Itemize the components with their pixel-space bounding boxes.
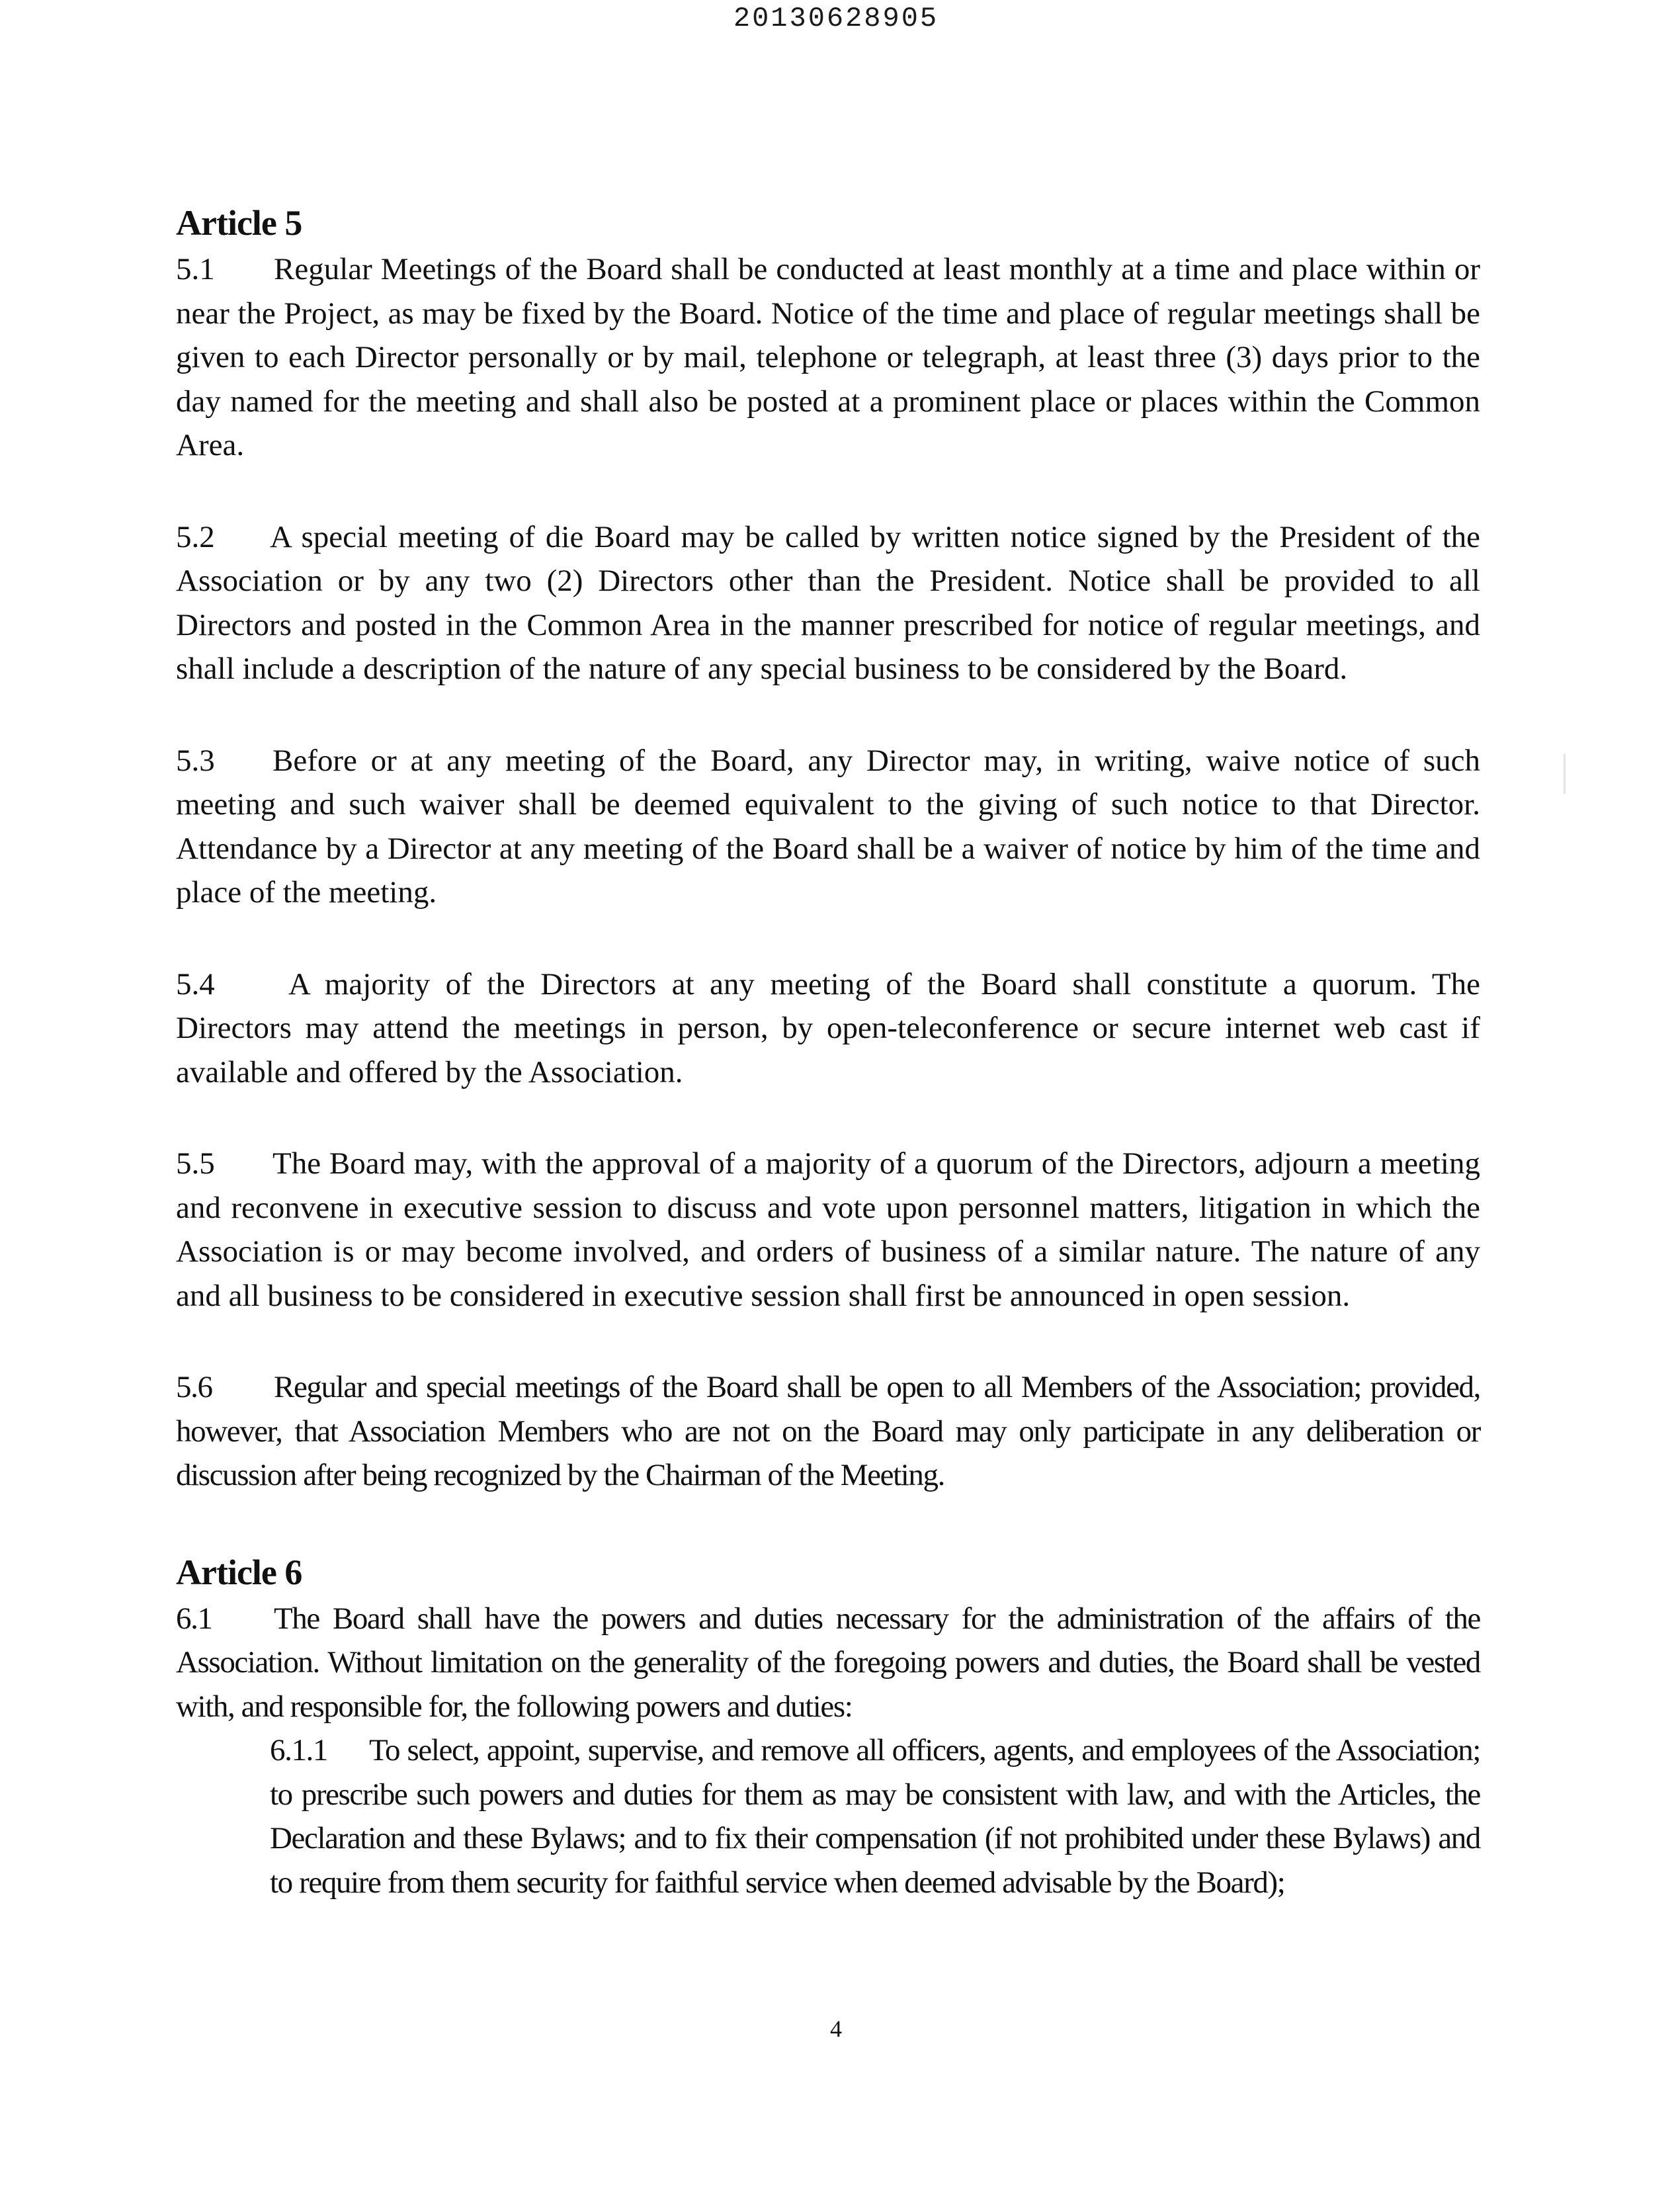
paragraph-text: A special meeting of die Board may be called by written notice signed by the President of the Association or by any two (2) Directors other than the President. Notice shall be provided to all Directors and posted in the Common Area in the manner prescribed for notice of regular meetings, and shall include a description of the nature of any special business to be considered by the Board. bbox=[176, 519, 1480, 686]
page-number: 4 bbox=[830, 2016, 842, 2042]
article-6-heading: Article 6 bbox=[176, 1552, 302, 1592]
paragraph-5-1 bbox=[176, 247, 1480, 468]
page-content bbox=[176, 198, 1480, 1904]
paragraph-text: Regular Meetings of the Board shall be conducted at least monthly at a time and place within or near the Project, as may be fixed by the Board. Notice of the time and place of regular meetings shall be given to each Director personally or by mail, telephone or telegraph, at least three (3) days prior to the day named for the meeting and shall also be posted at a prominent place or places within the Common Area. bbox=[176, 252, 1480, 462]
paragraph-5-6 bbox=[176, 1365, 1480, 1498]
paragraph-6-1 bbox=[176, 1597, 1480, 1729]
paragraph-5-4 bbox=[176, 962, 1480, 1095]
paragraph-number: 5.3 bbox=[176, 743, 215, 778]
paragraph-5-2 bbox=[176, 515, 1480, 691]
paragraph-number: 5.6 bbox=[176, 1370, 212, 1404]
paragraph-number: 5.5 bbox=[176, 1146, 215, 1181]
paragraph-number: 6.1 bbox=[176, 1601, 212, 1636]
paragraph-text: Regular and special meetings of the Board shall be open to all Members of the Association; provided, however, that Association Members who are not on the Board may only participate in any deliberation or discussion after being recognized by the Chairman of the Meeting. bbox=[176, 1370, 1480, 1492]
paragraph-text: A majority of the Directors at any meeting of the Board shall constitute a quorum. The Directors may attend the meetings in person, by open-teleconference or secure internet web cast if available and offered by the Association. bbox=[176, 966, 1480, 1089]
subparagraph-text: To select, appoint, supervise, and remove all officers, agents, and employees of the Association; to prescribe such powers and duties for them as may be consistent with law, and with the Articles, the Declaration and these Bylaws; and to fix their compensation (if not prohibited under these Bylaws) and to require from them security for faithful service when deemed advisable by the Board); bbox=[270, 1733, 1480, 1900]
paragraph-5-5 bbox=[176, 1142, 1480, 1318]
paragraph-number: 5.4 bbox=[176, 966, 215, 1001]
scan-artifact bbox=[1564, 754, 1566, 794]
paragraph-5-3 bbox=[176, 739, 1480, 915]
subparagraph-number: 6.1.1 bbox=[270, 1733, 328, 1767]
paragraph-number: 5.1 bbox=[176, 252, 215, 286]
document-number: 20130628905 bbox=[733, 3, 939, 34]
paragraph-number: 5.2 bbox=[176, 519, 215, 554]
article-5-heading: Article 5 bbox=[176, 203, 302, 243]
subparagraph-6-1-1 bbox=[270, 1728, 1480, 1904]
paragraph-text: The Board shall have the powers and duties necessary for the administration of the affairs of the Association. Without limitation on the generality of the foregoing powers and duties, the Board shall be vested with, and responsible for, the following powers and duties: bbox=[176, 1601, 1480, 1724]
paragraph-text: Before or at any meeting of the Board, any Director may, in writing, waive notice of such meeting and such waiver shall be deemed equivalent to the giving of such notice to that Director. Attendance by a Director at any meeting of the Board shall be a waiver of notice by him of the time and place of the meeting. bbox=[176, 743, 1480, 910]
paragraph-text: The Board may, with the approval of a majority of a quorum of the Directors, adjourn a meeting and reconvene in executive session to discuss and vote upon personnel matters, litigation in which the Association is or may become involved, and orders of business of a similar nature. The nature of any and all business to be considered in executive session shall first be announced in open session. bbox=[176, 1146, 1480, 1313]
